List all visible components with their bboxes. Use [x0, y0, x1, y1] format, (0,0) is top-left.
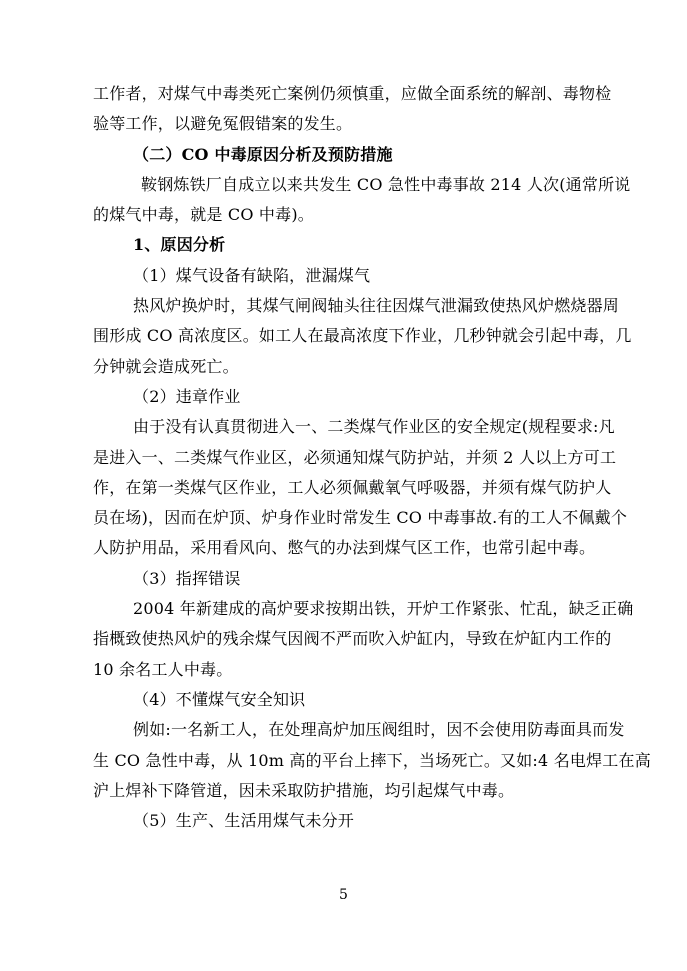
- item-heading: （5）生产、生活用煤气未分开: [133, 811, 354, 831]
- text-line: 是进入一、二类煤气作业区，必须通知煤气防护站，并须 2 人以上方可工: [93, 447, 617, 467]
- text-line: 验等工作，以避免冤假错案的发生。: [93, 114, 353, 134]
- subsection-heading: 1、原因分析: [133, 235, 226, 255]
- section-heading: （二）CO 中毒原因分析及预防措施: [133, 144, 393, 164]
- body-text: [93, 79, 651, 836]
- text-line: 的煤气中毒，就是 CO 中毒)。: [93, 205, 314, 225]
- text-line: 沪上焊补下降管道，因未采取防护措施，均引起煤气中毒。: [93, 780, 515, 800]
- text-line: 指概致使热风炉的残余煤气因阀不严而吹入炉缸内，导致在炉缸内工作的: [93, 629, 612, 649]
- text-line: 例如:一名新工人，在处理高炉加压阀组时，因不会使用防毒面具而发: [133, 720, 625, 740]
- item-heading: （4）不懂煤气安全知识: [133, 689, 306, 709]
- text-line: 员在场)，因而在炉顶、炉身作业时常发生 CO 中毒事故.有的工人不佩戴个: [93, 508, 628, 528]
- text-line: 作，在第一类煤气区作业，工人必须佩戴氧气呼吸器，并须有煤气防护人: [93, 477, 612, 497]
- text-line: 鞍钢炼铁厂自成立以来共发生 CO 急性中毒事故 214 人次(通常所说: [141, 174, 631, 194]
- text-line: 人防护用品，采用看风向、憋气的办法到煤气区工作，也常引起中毒。: [93, 538, 596, 558]
- text-line: 热风炉换炉时，其煤气闸阀轴头往往因煤气泄漏致使热风炉燃烧器周: [133, 296, 620, 316]
- text-line: 围形成 CO 高浓度区。如工人在最高浓度下作业，几秒钟就会引起中毒，几: [93, 326, 632, 346]
- item-heading: （1）煤气设备有缺陷，泄漏煤气: [133, 265, 371, 285]
- text-line: 10 余名工人中毒。: [93, 659, 233, 679]
- text-line: 由于没有认真贯彻进入一、二类煤气作业区的安全规定(规程要求:凡: [133, 417, 615, 437]
- text-line: 生 CO 急性中毒，从 10m 高的平台上摔下，当场死亡。又如:4 名电焊工在高: [93, 750, 651, 770]
- item-heading: （2）违章作业: [133, 386, 241, 406]
- item-heading: （3）指挥错误: [133, 568, 241, 588]
- text-line: 2004 年新建成的高炉要求按期出铁，开炉工作紧张、忙乱，缺乏正确: [133, 599, 634, 619]
- page-number: 5: [339, 887, 348, 903]
- text-line: 分钟就会造成死亡。: [93, 356, 239, 376]
- text-line: 工作者，对煤气中毒类死亡案例仍须慎重，应做全面系统的解剖、毒物检: [93, 84, 612, 103]
